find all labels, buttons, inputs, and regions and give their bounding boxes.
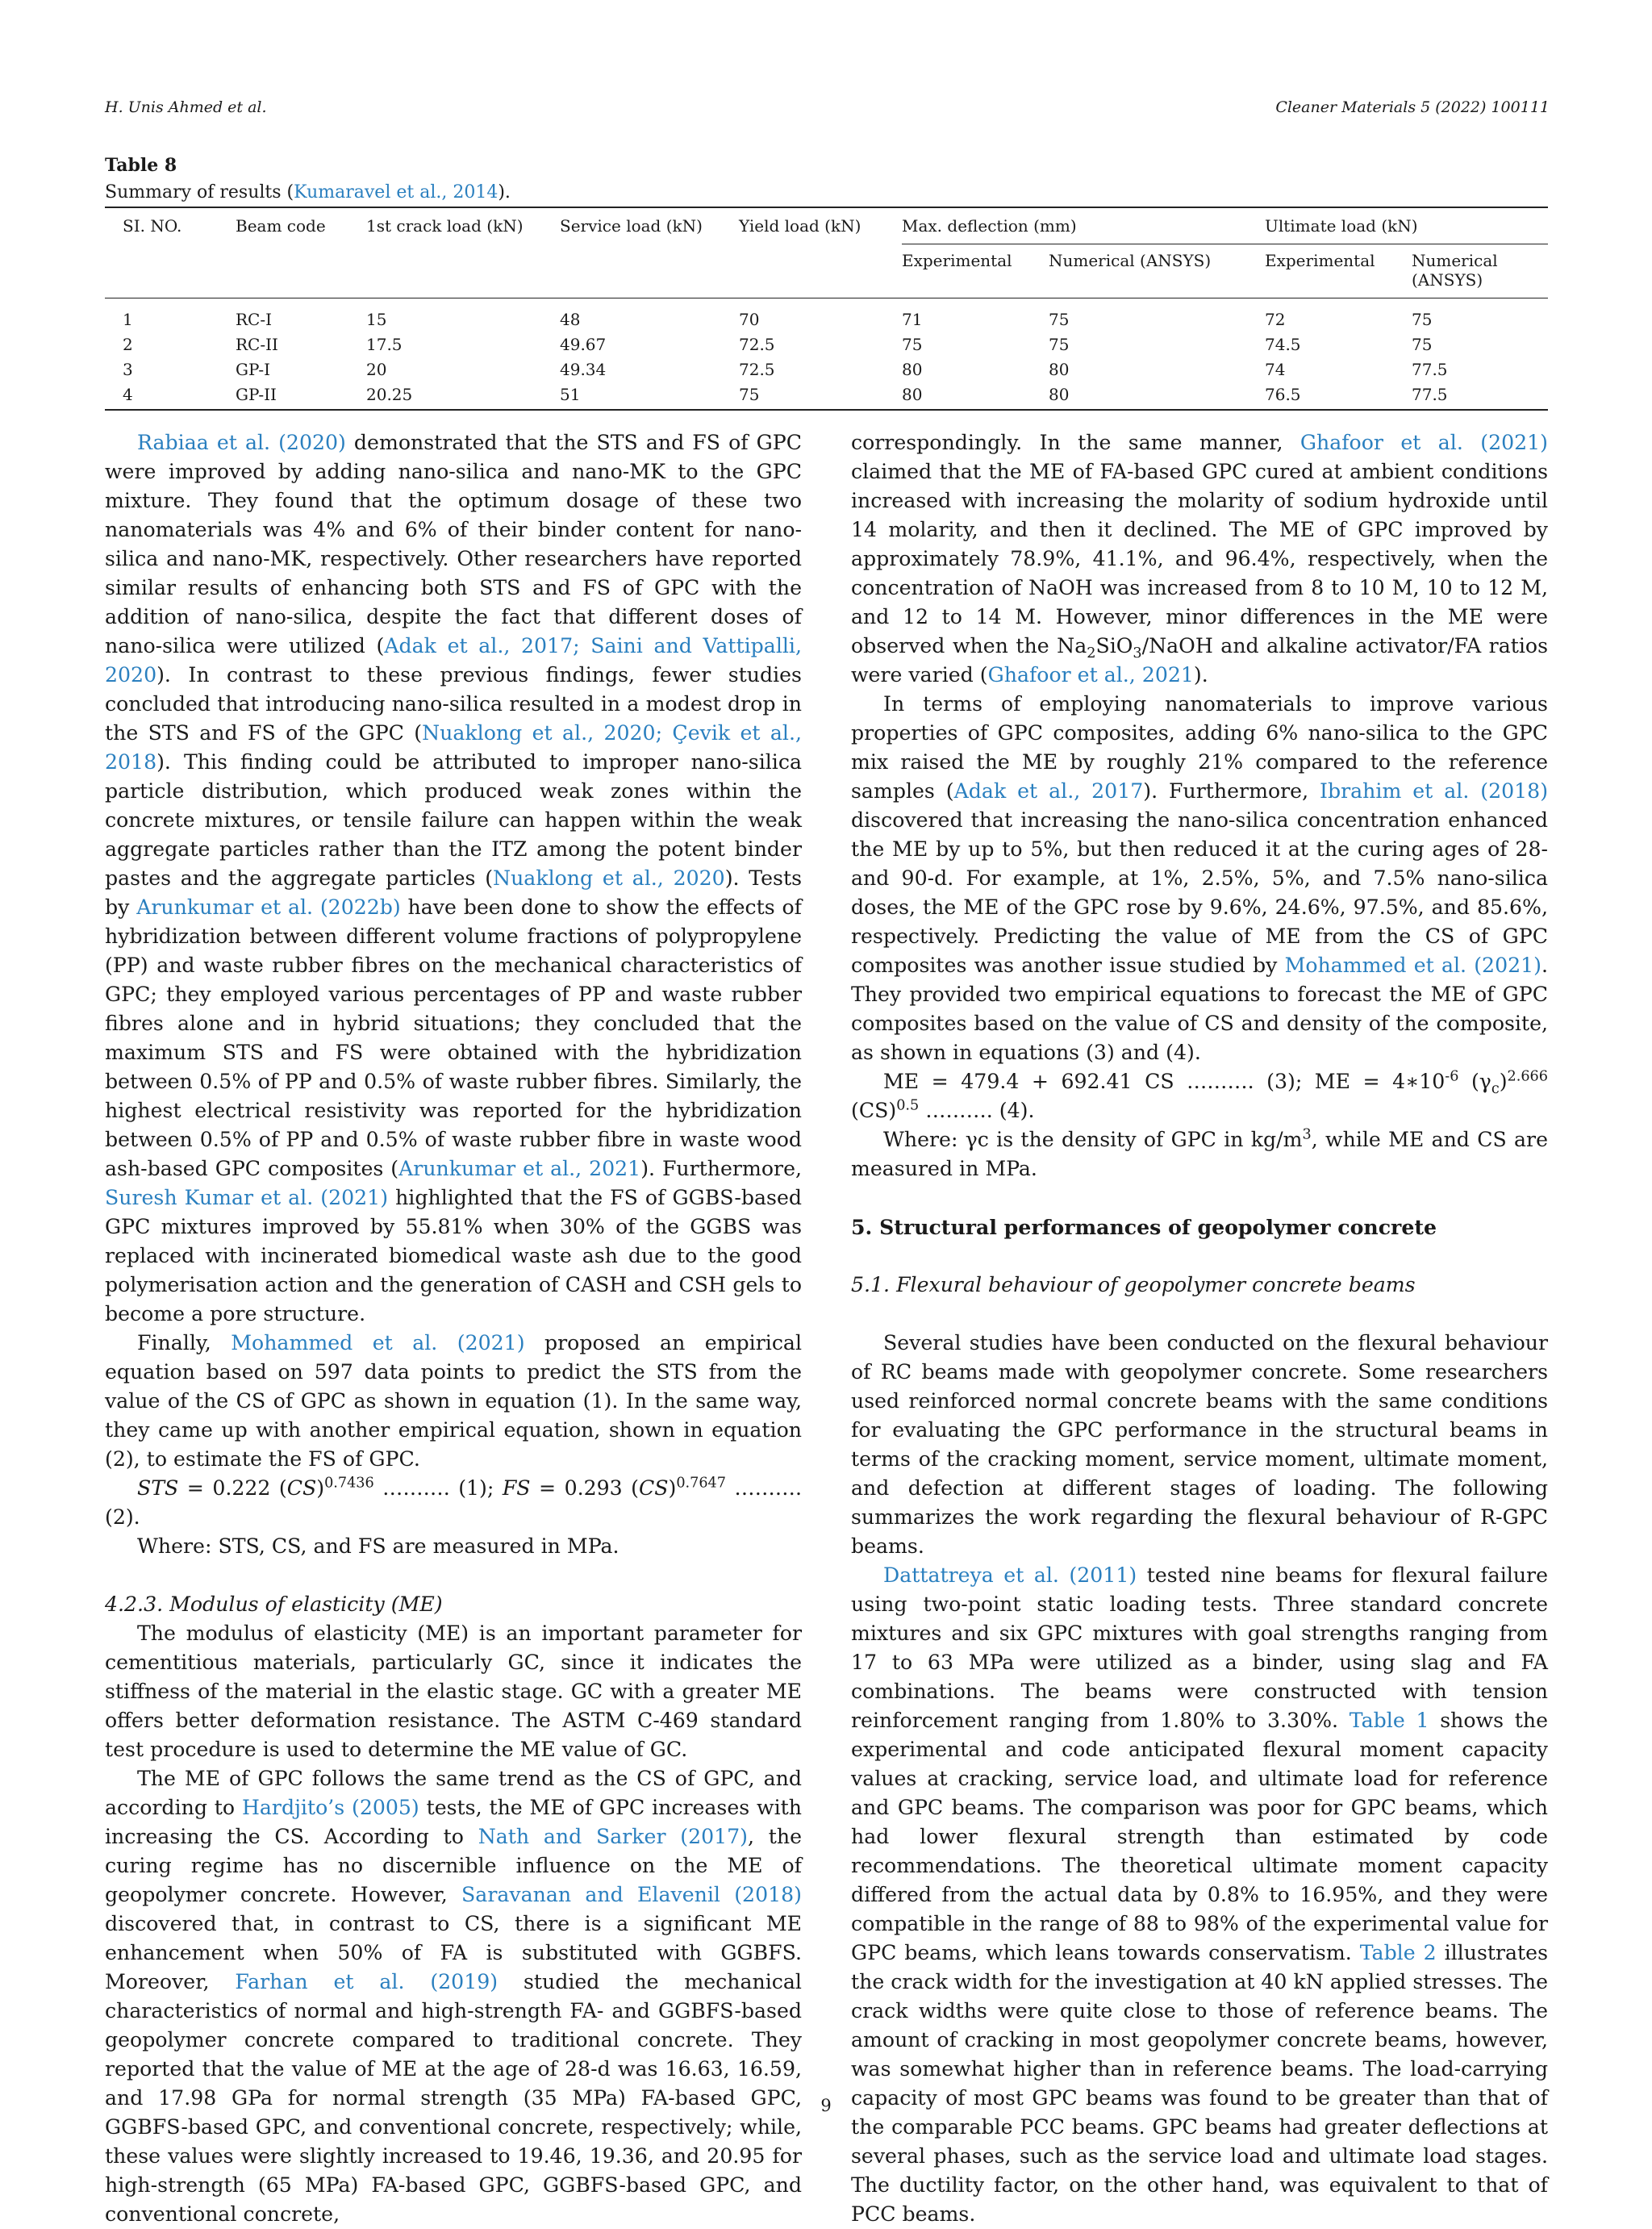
citation-link[interactable]: Mohammed et al. (2021) (1284, 954, 1541, 977)
citation-link[interactable]: Ghafoor et al. (2021) (1299, 431, 1548, 454)
table-row: 3 GP-I 20 49.34 72.5 80 80 74 77.5 (123, 360, 1448, 379)
paragraph: The modulus of elasticity (ME) is an important parameter for cementitious materials, particularly GC, since it indicates the stiffness of the material in the elastic stage. GC with a greater ME offers better deformation resistance. The ASTM C-469 standard test procedure is used to determine the ME value of GC. (105, 1622, 802, 1761)
citation-link[interactable]: Kumaravel et al., 2014 (294, 182, 499, 202)
results-table (105, 207, 1548, 411)
citation-link[interactable]: Ghafoor et al., 2021 (987, 663, 1194, 687)
citation-link[interactable]: Nuaklong et al., 2020 (493, 866, 725, 890)
citation-link[interactable]: Nath and Sarker (2017) (478, 1825, 748, 1848)
citation-link[interactable]: Ibrahim et al. (2018) (1320, 779, 1549, 803)
running-header-journal: Cleaner Materials 5 (2022) 100111 (1275, 98, 1550, 116)
left-column (105, 428, 802, 2229)
table-label: Table 8 (105, 155, 177, 176)
running-header-authors: H. Unis Ahmed et al. (105, 98, 267, 116)
citation-link[interactable]: Hardjito’s (2005) (241, 1796, 419, 1819)
citation-link[interactable]: Adak et al., 2017; Saini and Vattipalli, 2020 (105, 634, 802, 687)
right-column (851, 428, 1548, 2229)
table-caption-text: Summary of results (Kumaravel et al., 2014). (105, 182, 511, 202)
equation-1-2: STS = 0.222 (CS)$^{0.7436}$ ………. (1); FS = 0.293 (CS)$^{0.7647}$ ………. (2). (105, 1475, 803, 1529)
equation-3-4: ME = 479.4 + 692.41 CS ………. (3); ME = $4∗10^{-6}$ $(\gamma_c)^{2.666}$ (CS)$^{0.5}$ ………. (4). (851, 1068, 1548, 1122)
col-header-defl-exp: Experimental (902, 244, 1049, 298)
table-row: 4 GP-II 20.25 51 75 80 80 76.5 77.5 (105, 382, 1548, 410)
subsection-heading: 5.1. Flexural behaviour of geopolymer concrete beams (851, 1273, 1416, 1296)
citation-link[interactable]: Mohammed et al. (2021) (231, 1331, 525, 1355)
col-header-crack: 1st crack load (kN) (366, 207, 560, 298)
citation-link[interactable]: Nuaklong et al., 2020; Çevik et al., 2018 (105, 721, 802, 774)
table-row: 1 RC-I 15 48 70 71 75 72 75 (123, 310, 1433, 329)
paragraph: Dattatreya et al. (2011) tested nine beams for flexural failure using two-point static loading tests. Three standard concrete mixtures and six GPC mixtures with goal strengths ranging from 17 to 63 MPa were utilized as a binder, using slag and FA combinations. The beams were constructed with tension reinforcement ranging from 1.80% to 3.30%. Table 1 shows the experimental and code anticipated flexural moment capacity values at cracking, service load, and ultimate load for reference and GPC beams. The comparison was poor for GPC beams, which had lower flexural strength than estimated by code recommendations. The theoretical ultimate moment capacity differed from the actual data by 0.8% to 16.95%, and they were compatible in the range of 88 to 98% of the experimental value for GPC beams, which leans towards conservatism. Table 2 illustrates the crack width for the investigation at 40 kN applied stresses. The crack widths were quite close to those of reference beams. The amount of cracking in most geopolymer concrete beams, however, was somewhat higher than in reference beams. The load-carrying capacity of most GPC beams was found to be greater than that of the comparable PCC beams. GPC beams had greater deflections at several phases, such as the service load and ultimate load stages. The ductility factor, on the other hand, was equivalent to that of PCC beams. (851, 1563, 1549, 2226)
citation-link[interactable]: Farhan et al. (2019) (235, 1970, 499, 1993)
col-header-sl: SI. NO. (105, 207, 236, 298)
subsection-heading: 4.2.3. Modulus of elasticity (ME) (105, 1592, 443, 1616)
paragraph: Rabiaa et al. (2020) demonstrated that the STS and FS of GPC were improved by adding nano-silica and nano-MK to the GPC mixture. They found that the optimum dosage of these two nanomaterials was 4% and 6% of their binder content for nano-silica and nano-MK, respectively. Other researchers have reported similar results of enhancing both STS and FS of GPC with the addition of nano-silica, despite the fact that different doses of nano-silica were utilized (Adak et al., 2017; Saini and Vattipalli, 2020). In contrast to these previous findings, fewer studies concluded that introducing nano-silica resulted in a modest drop in the STS and FS of the GPC (Nuaklong et al., 2020; Çevik et al., 2018). This finding could be attributed to improper nano-silica particle distribution, which produced weak zones within the concrete mixtures, or tensile failure can happen within the weak aggregate particles rather than the ITZ among the potent binder pastes and the aggregate particles (Nuaklong et al., 2020). Tests by Arunkumar et al. (2022b) have been done to show the effects of hybridization between different volume fractions of polypropylene (PP) and waste rubber fibres on the mechanical characteristics of GPC; they employed various percentages of PP and waste rubber fibres alone and in hybrid situations; they concluded that the maximum STS and FS were obtained with the hybridization between 0.5% of PP and 0.5% of waste rubber fibres. Similarly, the highest electrical resistivity was reported for the hybridization between 0.5% of PP and 0.5% of waste rubber fibre in waste wood ash-based GPC composites (Arunkumar et al., 2021). Furthermore, Suresh Kumar et al. (2021) highlighted that the FS of GGBS-based GPC mixtures improved by 55.81% when 30% of the GGBS was replaced with incinerated biomedical waste ash due to the good polymerisation action and the generation of CASH and CSH gels to become a pore structure. (105, 431, 803, 1325)
col-header-defl-num: Numerical (ANSYS) (1049, 244, 1265, 298)
citation-link[interactable]: Saravanan and Elavenil (2018) (461, 1883, 802, 1906)
paragraph: Where: γc is the density of GPC in $kg/m^3$, while ME and CS are measured in MPa. (851, 1126, 1548, 1180)
table-link[interactable]: Table 2 (1359, 1941, 1437, 1964)
col-header-ult-num: Numerical (ANSYS) (1412, 244, 1548, 298)
col-header-yield: Yield load (kN) (739, 207, 902, 298)
page-number: 9 (820, 2096, 832, 2115)
paragraph: Finally, Mohammed et al. (2021) proposed an empirical equation based on 597 data points to predict the STS from the value of the CS of GPC as shown in equation (1). In the same way, they came up with another empirical equation, shown in equation (2), to estimate the FS of GPC. (105, 1331, 803, 1471)
table-caption (105, 152, 511, 207)
col-header-ult-exp: Experimental (1265, 244, 1412, 298)
citation-link[interactable]: Suresh Kumar et al. (2021) (105, 1186, 389, 1209)
col-header-service: Service load (kN) (560, 207, 739, 298)
citation-link[interactable]: Arunkumar et al., 2021 (398, 1157, 641, 1180)
paragraph: Where: STS, CS, and FS are measured in MPa. (137, 1534, 620, 1558)
table-row: 2 RC-II 17.5 49.67 72.5 75 75 74.5 75 (123, 335, 1433, 354)
section-heading: 5. Structural performances of geopolymer concrete (851, 1215, 1437, 1239)
paragraph: correspondingly. In the same manner, Ghafoor et al. (2021) claimed that the ME of FA-based GPC cured at ambient conditions increased with increasing the molarity of sodium hydroxide until 14 molarity, and then it declined. The ME of GPC improved by approximately 78.9%, 41.1%, and 96.4%, respectively, when the concentration of NaOH was increased from 8 to 10 M, 10 to 12 M, and 12 to 14 M. However, minor differences in the ME were observed when the $Na_2SiO_3$/NaOH and alkaline activator/FA ratios were varied (Ghafoor et al., 2021). (851, 431, 1548, 687)
paragraph: Several studies have been conducted on the flexural behaviour of RC beams made with geopolymer concrete. Some researchers used reinforced normal concrete beams with the same conditions for evaluating the GPC performance in the structural beams in terms of the cracking moment, service moment, ultimate moment, and defection at different stages of loading. The following summarizes the work regarding the flexural behaviour of R-GPC beams. (851, 1331, 1548, 1558)
citation-link[interactable]: Arunkumar et al. (2022b) (136, 895, 401, 919)
citation-link[interactable]: Rabiaa et al. (2020) (137, 431, 346, 454)
col-header-ultimate: Ultimate load (kN) (1265, 207, 1548, 244)
col-header-beam: Beam code (236, 207, 366, 298)
table-link[interactable]: Table 1 (1349, 1709, 1429, 1732)
citation-link[interactable]: Dattatreya et al. (2011) (883, 1563, 1137, 1587)
col-header-deflection: Max. deflection (mm) (902, 207, 1265, 244)
paragraph: The ME of GPC follows the same trend as the CS of GPC, and according to Hardjito’s (2005) tests, the ME of GPC increases with increasing the CS. According to Nath and Sarker (2017), the curing regime has no discernible influence on the ME of geopolymer concrete. However, Saravanan and Elavenil (2018) discovered that, in contrast to CS, there is a significant ME enhancement when 50% of FA is substituted with GGBFS. Moreover, Farhan et al. (2019) studied the mechanical characteristics of normal and high-strength FA- and GGBFS-based geopolymer concrete compared to traditional concrete. They reported that the value of ME at the age of 28-d was 16.63, 16.59, and 17.98 GPa for normal strength (35 MPa) FA-based GPC, GGBFS-based GPC, and conventional concrete, respectively; while, these values were slightly increased to 19.46, 19.36, and 20.95 for high-strength (65 MPa) FA-based GPC, GGBFS-based GPC, and conventional concrete, (105, 1767, 803, 2226)
paragraph: In terms of employing nanomaterials to improve various properties of GPC composites, adding 6% nano-silica to the GPC mix raised the ME by roughly 21% compared to the reference samples (Adak et al., 2017). Furthermore, Ibrahim et al. (2018) discovered that increasing the nano-silica concentration enhanced the ME by up to 5%, but then reduced it at the curing ages of 28- and 90-d. For example, at 1%, 2.5%, 5%, and 7.5% nano-silica doses, the ME of the GPC rose by 9.6%, 24.6%, 97.5%, and 85.6%, respectively. Predicting the value of ME from the CS of GPC composites was another issue studied by Mohammed et al. (2021). They provided two empirical equations to forecast the ME of GPC composites based on the value of CS and density of the composite, as shown in equations (3) and (4). (851, 692, 1549, 1064)
citation-link[interactable]: Adak et al., 2017 (953, 779, 1144, 803)
